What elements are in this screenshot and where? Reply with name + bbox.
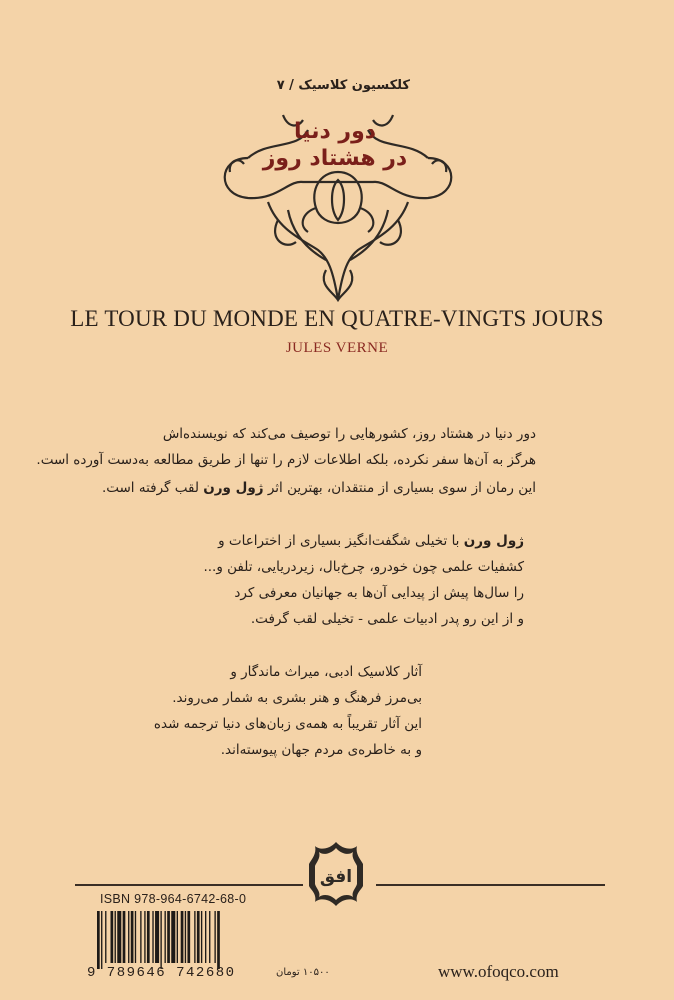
- barcode-bar: [135, 911, 136, 963]
- text-line: کشفیات علمی چون خودرو، چرخ‌بال، زیردریایی، تلفن و...: [203, 559, 524, 575]
- barcode-bar: [105, 911, 106, 963]
- author-name: JULES VERNE: [285, 340, 389, 356]
- barcode-bar: [177, 911, 178, 963]
- barcode-bar: [140, 911, 141, 963]
- persian-title-line-2: در هشتاد روز: [262, 146, 408, 171]
- text-line: را سال‌ها پیش از پیدایی آن‌ها به جهانیان معرفی کرد: [234, 585, 524, 601]
- text-line: و از این رو پدر ادبیات علمی - تخیلی لقب گرفت.: [250, 611, 524, 627]
- barcode-bar: [155, 911, 159, 963]
- barcode-bar: [217, 911, 220, 969]
- barcode-bar: [167, 911, 170, 963]
- barcode-bar: [194, 911, 195, 963]
- publisher-logo-text: افق: [319, 867, 353, 887]
- persian-title: [250, 118, 420, 172]
- text-line: بی‌مرز فرهنگ و هنر بشری به شمار می‌روند.: [172, 690, 422, 706]
- barcode-bar: [147, 911, 150, 963]
- barcode-icon: [97, 911, 259, 969]
- isbn-label: ISBN 978-964-6742-68-0: [100, 892, 247, 906]
- barcode-bar: [185, 911, 186, 963]
- barcode-bar: [171, 911, 175, 963]
- barcode-bar: [115, 911, 116, 963]
- price-label: ۱۰۵۰۰ تومان: [276, 967, 330, 978]
- text-line: این رمان از سوی بسیاری از منتقدان، بهترین اثر ژول ورن لقب گرفته است.: [101, 480, 536, 496]
- publisher-logo-icon: [301, 840, 371, 908]
- barcode-bar: [165, 911, 166, 963]
- barcode-bar: [128, 911, 129, 963]
- barcode-bar: [131, 911, 134, 963]
- barcode-bar: [97, 911, 100, 969]
- text-line: ژول ورن با تخیلی شگفت‌انگیز بسیاری از اختراعات و: [218, 533, 524, 549]
- barcode-bar: [181, 911, 184, 963]
- barcode-number: 9 789646 742680: [87, 965, 236, 981]
- barcode-bar: [205, 911, 206, 963]
- barcode-bar: [101, 911, 102, 969]
- text-line: هرگز به آن‌ها سفر نکرده، بلکه اطلاعات لازم را تنها از طریق مطالعه به‌دست آورده است.: [36, 452, 536, 468]
- barcode-bar: [152, 911, 153, 963]
- barcode-bar: [197, 911, 200, 963]
- series-label: کلکسیون کلاسیک / ۷: [276, 78, 410, 93]
- website-url: www.ofoqco.com: [438, 962, 559, 981]
- barcode-bar: [123, 911, 126, 963]
- barcode-bar: [209, 911, 210, 963]
- divider: [376, 884, 605, 886]
- text-line: و به خاطره‌ی مردم جهان پیوسته‌اند.: [220, 742, 422, 758]
- french-title: LE TOUR DU MONDE EN QUATRE-VINGTS JOURS: [70, 306, 604, 331]
- barcode-bar: [214, 911, 215, 963]
- barcode-bar: [160, 911, 161, 969]
- barcode-bar: [117, 911, 121, 963]
- text-line: این آثار تقریباً به همه‌ی زبان‌های دنیا ترجمه شده: [153, 716, 422, 732]
- text-line: دور دنیا در هشتاد روز، کشورهایی را توصیف می‌کند که نویسنده‌اش: [162, 426, 536, 442]
- divider: [75, 884, 303, 886]
- barcode-bar: [187, 911, 190, 963]
- barcode-bar: [111, 911, 114, 963]
- text-line: آثار کلاسیک ادبی، میراث ماندگار و: [230, 664, 422, 680]
- barcode-bar: [201, 911, 202, 963]
- barcode-bar: [144, 911, 145, 963]
- persian-title-line-1: دور دنیا: [293, 119, 377, 144]
